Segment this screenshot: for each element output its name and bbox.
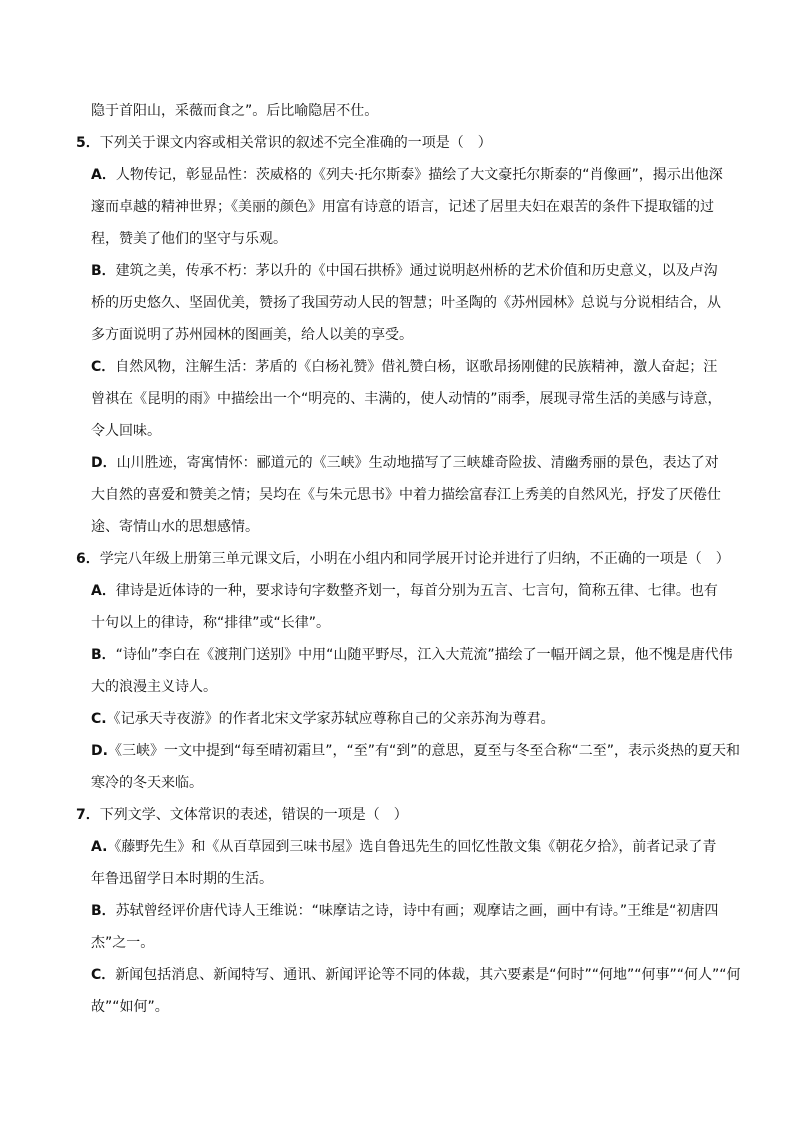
option-label: D. — [91, 743, 108, 759]
question-number: 5． — [76, 135, 100, 151]
q6-option-d-line-1 — [91, 741, 740, 761]
q5-option-a-line-2: 邃而卓越的精神世界；《美丽的颜色》用富有诗意的语言，记述了居里夫妇在艰苦的条件下提取镭的过 — [91, 199, 714, 215]
option-text: 《藤野先生》和《从百草园到三味书屋》选自鲁迅先生的回忆性散文集《朝花夕拾》，前者记录了青 — [107, 839, 717, 855]
option-text: 人物传记，彰显品性：茨威格的《列夫·托尔斯泰》描绘了大文豪托尔斯泰的“肖像画”，揭示出他深 — [115, 167, 723, 183]
q6-option-a-line-2: 十句以上的律诗，称“排律”或“长律”。 — [91, 615, 331, 631]
q5-option-d-line-3: 途、寄情山水的思想感情。 — [91, 519, 259, 535]
question-number: 6． — [76, 551, 100, 567]
option-text: 新闻包括消息、新闻特写、通讯、新闻评论等不同的体裁，其六要素是“何时”“何地”“何事”“何人”“何 — [115, 967, 741, 983]
q7-option-a-line-1 — [91, 837, 716, 857]
q6-option-b-line-2: 大的浪漫主义诗人。 — [91, 679, 217, 695]
option-label: B． — [91, 647, 116, 663]
q6-option-d-line-2: 寒冷的冬天来临。 — [91, 775, 203, 791]
q5-option-d-line-1 — [91, 453, 719, 473]
q5-option-c-line-3: 令人回味。 — [91, 423, 161, 439]
option-label: B． — [91, 903, 116, 919]
q5-option-c-line-1 — [91, 357, 717, 377]
q6-option-b-line-1 — [91, 645, 733, 665]
question-6 — [76, 549, 730, 569]
option-label: D． — [91, 455, 117, 471]
option-text: 建筑之美，传承不朽：茅以升的《中国石拱桥》通过说明赵州桥的艺术价值和历史意义，以及卢沟 — [115, 263, 718, 279]
question-stem: 下列关于课文内容或相关常识的叙述不完全准确的一项是（ ） — [99, 135, 492, 151]
option-text: 《三峡》一文中提到“每至晴初霜旦”，“至”有“到”的意思，夏至与冬至合称“二至”，表示炎热的夏天和 — [107, 743, 740, 759]
q6-option-c-line-1 — [91, 709, 555, 729]
option-text: 《记承天寺夜游》的作者北宋文学家苏轼应尊称自己的父亲苏洵为尊君。 — [106, 711, 555, 727]
option-text: 山川胜迹，寄寓情怀：郦道元的《三峡》生动地描写了三峡雄奇险拔、清幽秀丽的景色，表达了对 — [116, 455, 719, 471]
option-label: A． — [91, 583, 116, 599]
option-text: 自然风物，注解生活：茅盾的《白杨礼赞》借礼赞白杨，讴歌昂扬刚健的民族精神，激人奋起；汪 — [115, 359, 718, 375]
q5-option-a-line-3: 程，赞美了他们的坚守与乐观。 — [91, 231, 287, 247]
q5-option-c-line-2: 曾祺在《昆明的雨》中描绘出一个“明亮的、丰满的，使人动情的”雨季，展现寻常生活的美感与诗意， — [91, 391, 722, 407]
option-label: C. — [91, 711, 107, 727]
q7-option-b-line-1 — [91, 901, 718, 921]
q5-option-d-line-2: 大自然的喜爱和赞美之情；吴均在《与朱元思书》中着力描绘富春江上秀美的自然风光，抒发了厌倦仕 — [91, 487, 721, 503]
q5-option-a-line-1 — [91, 165, 723, 185]
option-label: B． — [91, 263, 116, 279]
option-label: A． — [91, 167, 116, 183]
question-7 — [76, 805, 408, 825]
question-stem: 学完八年级上册第三单元课文后，小明在小组内和同学展开讨论并进行了归纳，不正确的一项是（ ） — [99, 551, 730, 567]
intro-continuation: 隐于首阳山，采薇而食之”。后比喻隐居不仕。 — [91, 103, 379, 119]
q6-option-a-line-1 — [91, 581, 718, 601]
question-stem: 下列文学、文体常识的表述，错误的一项是（ ） — [99, 807, 408, 823]
q7-option-c-line-1 — [91, 965, 741, 985]
option-text: 苏轼曾经评价唐代诗人王维说：“味摩诘之诗，诗中有画；观摩诘之画，画中有诗。”王维是“初唐四 — [115, 903, 719, 919]
option-label: C． — [91, 967, 116, 983]
q5-option-b-line-3: 多方面说明了苏州园林的图画美，给人以美的享受。 — [91, 327, 413, 343]
q5-option-b-line-1 — [91, 261, 718, 281]
q7-option-a-line-2: 年鲁迅留学日本时期的生活。 — [91, 871, 273, 887]
option-text: 律诗是近体诗的一种，要求诗句字数整齐划一，每首分别为五言、七言句，简称五律、七律。也有 — [115, 583, 718, 599]
q5-option-b-line-2: 桥的历史悠久、坚固优美，赞扬了我国劳动人民的智慧；叶圣陶的《苏州园林》总说与分说相结合，从 — [91, 295, 721, 311]
q7-option-b-line-2: 杰”之一。 — [91, 935, 155, 951]
question-5 — [76, 133, 492, 153]
option-label: C． — [91, 359, 116, 375]
option-label: A. — [91, 839, 108, 855]
question-number: 7． — [76, 807, 100, 823]
option-text: “诗仙”李白在《渡荆门送别》中用“山随平野尽，江入大荒流”描绘了一幅开阔之景，他不愧是唐代伟 — [115, 647, 733, 663]
q7-option-c-line-2: 故”“如何”。 — [91, 999, 169, 1015]
